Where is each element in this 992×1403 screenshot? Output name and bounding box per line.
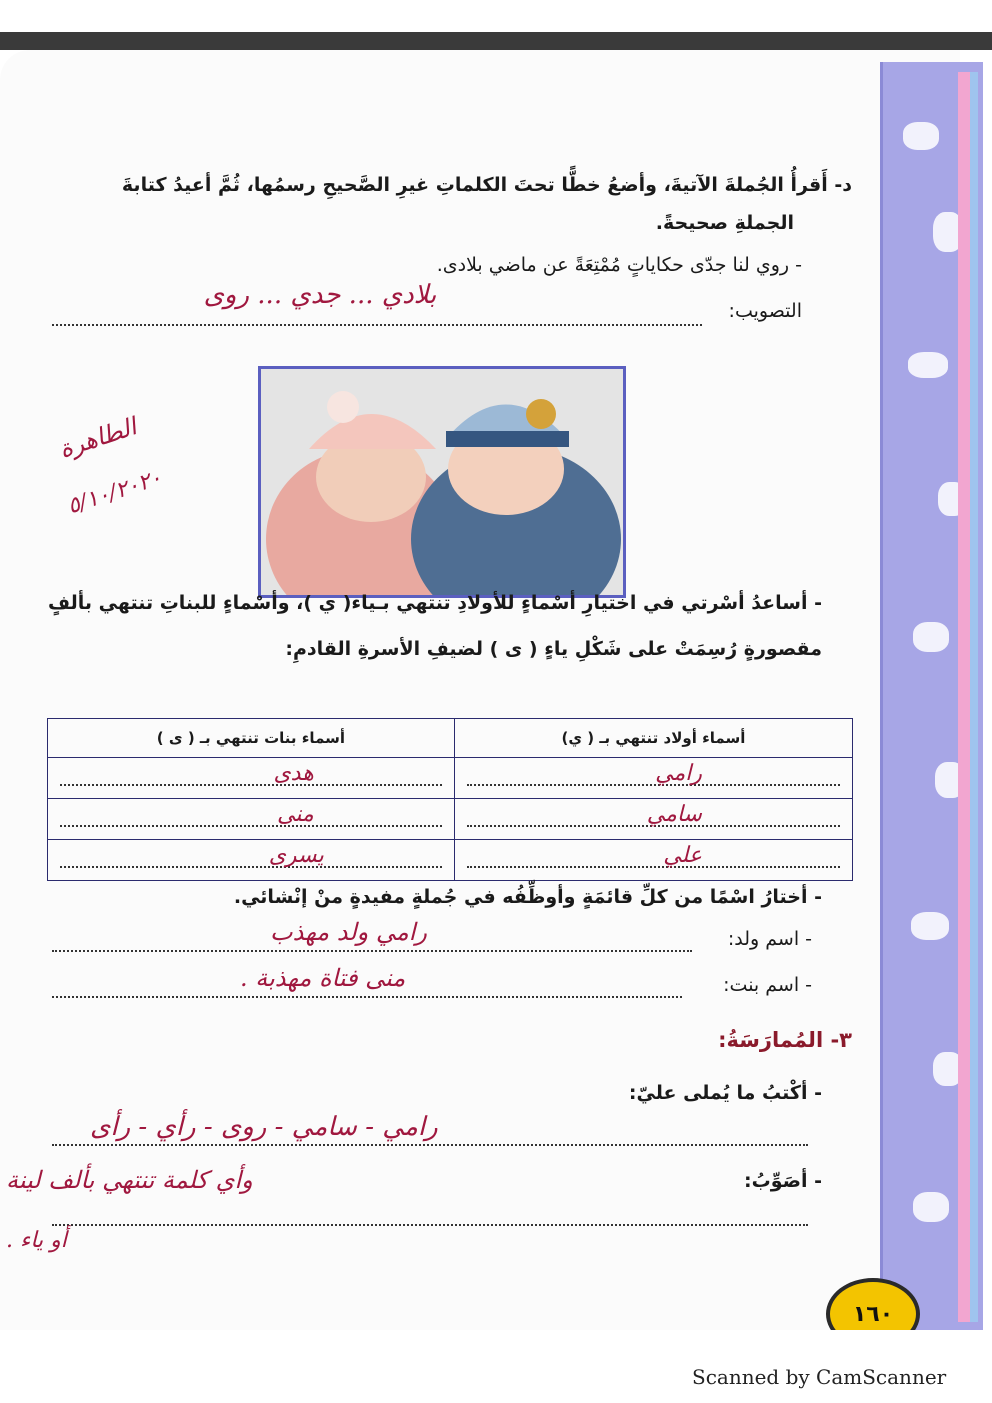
- girls-column-header: أسماء بنات تنتهي بـ ( ى ): [48, 719, 455, 758]
- girl-name-2: منى: [277, 802, 314, 827]
- scanner-footer: Scanned by CamScanner: [692, 1365, 947, 1389]
- practice-heading: ٣- المُمارَسَةُ:: [718, 1028, 852, 1052]
- exercise-d-instruction-line1: د- أَقرأُ الجُملةَ الآتيةَ، وأضعُ خطًّا تحتَ الكلماتِ غيرِ الصَّحيحِ رسمُها، ثُمَّ أعيدُ كتابةَ: [121, 174, 852, 196]
- boy-sentence-label: - اسم ولد:: [727, 928, 812, 950]
- boy-name-3: علي: [663, 843, 702, 868]
- dictation-label: - أكْتبُ ما يُملى عليّ:: [628, 1082, 822, 1104]
- girl-name-3: يسرى: [268, 843, 324, 868]
- girl-name-cell[interactable]: [48, 840, 455, 881]
- margin-note-line2: ٥/١٠/٢٠٢٠: [64, 465, 166, 520]
- exercise-d-instruction-line2: الجملةِ صحيحةً.: [655, 212, 794, 234]
- correct-answer-line[interactable]: [52, 1224, 808, 1226]
- scanned-page: [0, 32, 992, 1330]
- correct-label: - أصَوِّبُ:: [744, 1170, 822, 1192]
- sentence-task-instruction: - أختارُ اسْمًا من كلِّ قائمَةٍ وأوظِّفُه في جُملةٍ مفيدةٍ منْ إنْشائي.: [233, 886, 822, 908]
- boys-column-header: أسماء أولاد تنتهي بـ ( ي): [454, 719, 852, 758]
- names-table: [47, 718, 853, 881]
- boy-name-cell[interactable]: [454, 758, 852, 799]
- boy-name-1: رامي: [655, 761, 702, 786]
- girl-name-1: هدى: [273, 761, 314, 786]
- girl-sentence-label: - اسم بنت:: [723, 974, 812, 996]
- girl-sentence-line[interactable]: [52, 996, 682, 998]
- newborn-twins-photo: [258, 366, 626, 598]
- correction-label: التصويب:: [728, 300, 802, 322]
- boy-name-2: سامي: [646, 802, 702, 827]
- boy-name-cell[interactable]: [454, 840, 852, 881]
- correction-handwritten-answer: بلادي ... جدي ... روى: [203, 280, 437, 310]
- page-edge-pink: [958, 72, 970, 1322]
- correction-answer-line[interactable]: [52, 324, 702, 326]
- correct-handwritten: وأي كلمة تنتهي بألف لينة: [6, 1166, 253, 1194]
- table-row: [48, 840, 853, 881]
- scan-border-top: [0, 32, 992, 50]
- correct-handwritten-2: أو ياء .: [6, 1228, 67, 1253]
- dictation-answer-line[interactable]: [52, 1144, 808, 1146]
- table-row: [48, 758, 853, 799]
- margin-note-line1: الطاهرة: [55, 412, 140, 464]
- family-task-line1: - أساعدُ أسْرتي في اختيارِ أسْماءٍ للأولادِ تنتهي بـياء( ي )، وأسْماءٍ للبناتِ تنتهي بألفٍ: [48, 592, 822, 614]
- boy-sentence-line[interactable]: [52, 950, 692, 952]
- boy-name-cell[interactable]: [454, 799, 852, 840]
- girl-sentence-handwritten: منى فتاة مهذبة .: [240, 964, 406, 992]
- girl-name-cell[interactable]: [48, 758, 455, 799]
- table-row: [48, 799, 853, 840]
- boy-sentence-handwritten: رامي ولد مهذب: [270, 918, 427, 946]
- page-edge-blue: [970, 72, 978, 1322]
- page-number-badge: ١٦٠: [826, 1278, 920, 1330]
- family-task-line2: مقصورةٍ رُسِمَتْ على شَكْلِ ياءٍ ( ى ) لضيفِ الأسرةِ القادمِ:: [285, 638, 822, 660]
- dictation-handwritten: رامي - سامي - روى - رأي - رأى: [90, 1112, 438, 1142]
- girl-name-cell[interactable]: [48, 799, 455, 840]
- exercise-d-sentence: - روي لنا جدّى حكاياتٍ مُمْتِعَةً عن ماضي بلادى.: [436, 254, 802, 276]
